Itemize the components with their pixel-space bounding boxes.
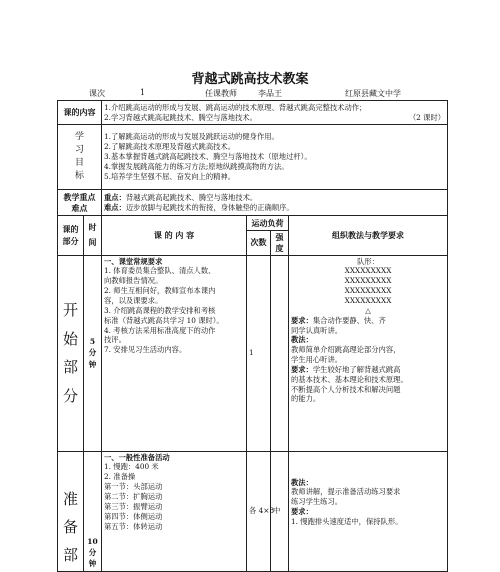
part-start-time: [84, 255, 102, 451]
content-line: 一、课堂常规要求: [104, 256, 163, 266]
part-prep-content: [102, 451, 247, 571]
header-time: [84, 216, 102, 256]
content-line: 第四节：体侧运动: [104, 511, 163, 521]
part-start-name: [58, 255, 84, 451]
table-header-row: [58, 216, 448, 231]
req-text: 同学认真听讲。: [291, 325, 343, 335]
part-start-char: 部: [62, 358, 78, 377]
part-start-method: [289, 255, 448, 451]
goal-item: 4.掌握发展跳高能力的练习方法;原地纵跳摸高物的方法。: [104, 161, 289, 171]
content-line: 7. 安排见习生活动内容。: [104, 345, 187, 355]
req-line: 的能力。: [291, 394, 321, 404]
content-line: 1. 体育委员集合整队、清点人数、: [104, 266, 216, 276]
part-start-char: 始: [62, 329, 78, 348]
part-prep-intensity: 中: [271, 451, 289, 571]
part-prep-time: [84, 451, 102, 571]
part-start-content: [102, 255, 247, 451]
part-start-time-unit: 分: [88, 348, 97, 358]
formation-row: XXXXXXXXX: [344, 266, 392, 276]
content-line: 第二节：扩胸运动: [104, 491, 163, 501]
goals-label-char: 习: [74, 144, 84, 155]
content-line-1: 1.介绍跳高运动的形成与发展、跳高运动的技术原理、背越式跳高完整技术动作；: [104, 102, 367, 112]
teach-line: 教师简单介绍跳高理论部分内容，: [291, 345, 401, 355]
goals-label: [58, 125, 102, 190]
content-line: 第一节：头部运动: [104, 482, 163, 492]
formation-row: XXXXXXXXX: [344, 276, 392, 286]
teach-label: 教法：: [291, 335, 313, 345]
req-line: 学生较好地了解背越式跳高: [312, 364, 401, 374]
part-start-row: [58, 255, 448, 451]
req-text: 集合动作要静、快、齐: [312, 315, 386, 325]
difficulty-text: 迈步放脚与起跳技术的衔接，身体触垫的正确顺序。: [125, 202, 294, 212]
content-line: 一、一般性准备活动: [104, 452, 170, 462]
header-load: 运动负荷: [247, 216, 289, 231]
part-start-char: 分: [62, 386, 78, 405]
part-start-char: 开: [62, 301, 78, 320]
goal-item: 5.培养学生坚强不屈、奋发向上的精神。: [104, 171, 236, 181]
req-line: 不断提高个人分析技术和解决问题: [291, 384, 401, 394]
content-line: 向教师报告情况。: [104, 276, 163, 286]
teacher-marker: △: [365, 305, 371, 315]
req-label: 要求：: [291, 364, 313, 374]
lesson-label: 课次: [89, 89, 105, 98]
lesson-plan-table: [57, 100, 448, 572]
focus-text: [102, 190, 448, 216]
content-line: 3. 介绍跳高课程的教学安排和考核: [104, 305, 216, 315]
focus-label: [58, 190, 102, 216]
lesson-value: 1: [140, 88, 146, 97]
header-intensity: 强度: [271, 231, 289, 256]
req-line: 的基本技术、基本理论和技术原理。: [291, 374, 408, 384]
key-label: 重点：: [104, 192, 126, 202]
goals-label-char: 标: [74, 171, 84, 182]
part-start-intensity: [271, 255, 289, 451]
content-line: 第三节：振臂运动: [104, 501, 163, 511]
part-prep-name: [58, 451, 84, 571]
goal-item: 2.了解跳高技术原理及背越式跳高技术。: [104, 142, 236, 152]
header-count: 次数: [247, 231, 271, 256]
teacher-label: 任课教师: [205, 89, 237, 98]
focus-label-2: 难点: [71, 202, 88, 213]
content-line: 标准（背越式跳高共学习 10 课时）。: [104, 315, 224, 325]
part-start-time-num: 5: [89, 337, 96, 347]
content-hours: （2 课时）: [408, 112, 446, 122]
header-section-2: 部分: [62, 236, 79, 247]
content-line: 2. 准备操: [104, 472, 136, 482]
header-section-1: 课的: [62, 223, 79, 234]
teach-label: 教法：: [291, 477, 313, 487]
part-prep-time-unit: 钟: [88, 559, 97, 569]
header-method: 组织教法与教学要求: [289, 216, 448, 256]
part-prep-method: [289, 451, 448, 571]
header-content: 课 的 内 容: [102, 216, 247, 256]
part-start-time-unit: 钟: [88, 359, 97, 369]
page-title: 背越式跳高技术教案: [191, 72, 309, 87]
key-text: 背越式跳高起跳技术、腾空与落地技术。: [125, 192, 258, 202]
header-section: [58, 216, 84, 256]
content-line: 技评。: [104, 335, 126, 345]
goal-item: 3.基本掌握背越式跳高起跳技术、腾空与落地技术（原地过杆）。: [104, 152, 312, 162]
goals-list: [102, 125, 448, 190]
part-prep-char: 备: [62, 518, 78, 537]
part-prep-row: [58, 451, 448, 571]
content-text: [102, 101, 448, 125]
goals-label-char: 学: [74, 131, 84, 142]
focus-row: [58, 190, 448, 216]
goal-item: 1.了解跳高运动的形成与发展及跳跃运动的健身作用。: [104, 132, 279, 142]
content-line-2: 2.学习背越式跳高起跳技术、腾空与落地技术。: [104, 112, 257, 122]
content-row: [58, 101, 448, 125]
formation-title: 队形：: [357, 256, 379, 266]
teach-line: 学生用心听讲。: [291, 355, 343, 365]
teach-line: 教师讲解，提示准备活动练习要求: [291, 487, 401, 497]
part-prep-time-num: 10: [87, 536, 98, 546]
focus-label-1: 教学重点: [63, 192, 96, 203]
req-label: 要求：: [291, 315, 313, 325]
teach-line: 练习学生练习。: [291, 497, 343, 507]
req-line: 1. 慢跑排头速度适中，保持队形。: [291, 516, 403, 526]
header-time-2: 间: [88, 237, 97, 248]
school-name: 红原县藏文中学: [345, 89, 401, 98]
content-label: 课的内容: [58, 101, 102, 125]
content-line: 第五节：体转运动: [104, 521, 163, 531]
teacher-value: 李品王: [258, 89, 282, 98]
formation-row: XXXXXXXXX: [344, 286, 392, 296]
content-line: 4. 考核方法采用标准高度下的动作: [104, 325, 216, 335]
part-prep-time-unit: 分: [88, 548, 97, 558]
goals-label-char: 目: [74, 158, 84, 168]
part-prep-char: 部: [62, 545, 78, 564]
content-line: 2. 师生互相问好，教师宣布本课内: [104, 286, 216, 296]
part-start-count: 1: [247, 255, 271, 451]
goals-row: [58, 125, 448, 190]
part-prep-count: 各 4×8: [247, 451, 271, 571]
req-label: 要求：: [291, 507, 313, 517]
content-line: 容，以及课要求。: [104, 295, 163, 305]
part-prep-char: 准: [62, 490, 78, 509]
content-line: 1. 慢跑：400 米: [104, 462, 159, 472]
header-time-1: 时: [88, 222, 97, 233]
difficulty-label: 难点：: [104, 202, 126, 212]
formation-row: XXXXXXXXX: [344, 295, 392, 305]
